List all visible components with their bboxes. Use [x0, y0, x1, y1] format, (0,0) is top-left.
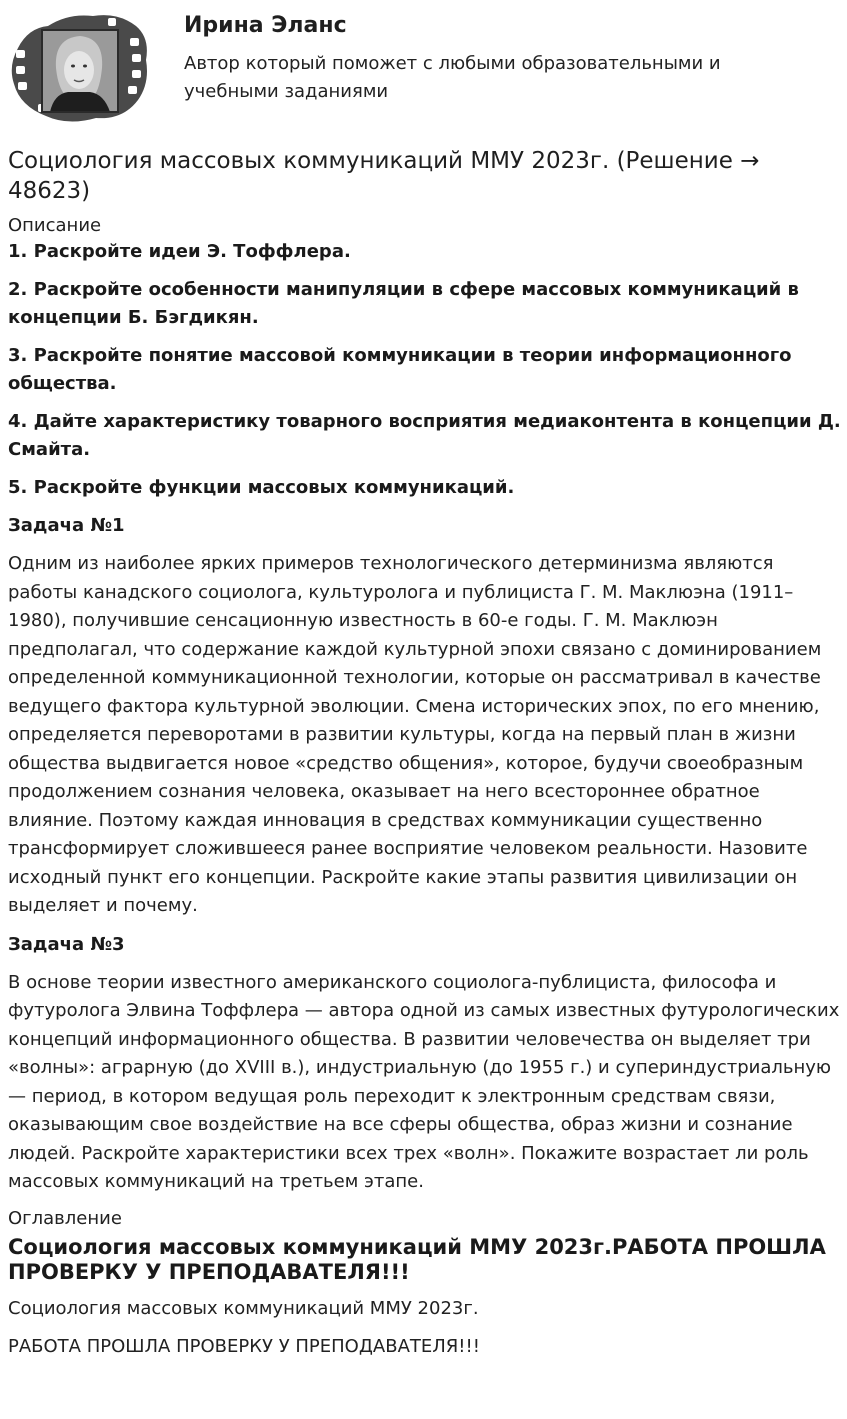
description-label: Описание: [8, 215, 102, 236]
toc-line: Социология массовых коммуникаций ММУ 2023г.: [8, 1297, 479, 1319]
page-title: Социология массовых коммуникаций ММУ 2023г. (Решение → 48623): [8, 148, 760, 204]
task-text: В основе теории известного американского социолога-публициста, философа и футуролога Элвина Тоффлера — автора одной из самых известных футурологических концепций информационного общества. В развитии человечества он выделяет три «волны»: аграрную (до XVIII в.), индустриальную (до 1955 г.) и супериндустриальную — период, в котором ведущая роль переходит к электронным средствам связи, оказывающим свое воздействие на все сферы общества, образ жизни и сознание людей. Раскройте характеристики всех трех «волн». Покажите возрастает ли роль массовых коммуникаций на третьем этапе.: [8, 971, 840, 1192]
question-item: 4. Дайте характеристику товарного восприятия медиаконтента в концепции Д. Смайта.: [8, 411, 841, 460]
toc-title: Социология массовых коммуникаций ММУ 2023г.РАБОТА ПРОШЛА ПРОВЕРКУ У ПРЕПОДАВАТЕЛЯ!!!: [8, 1234, 826, 1284]
question-list: [8, 238, 842, 502]
author-description: Автор который поможет с любыми образовательными и учебными заданиями: [184, 53, 721, 102]
task-1: [8, 512, 842, 921]
main-content: [8, 146, 842, 1371]
task-title: Задача №1: [8, 515, 125, 536]
author-header: [0, 0, 847, 140]
task-3: [8, 931, 842, 1197]
author-name[interactable]: Ирина Эланс: [184, 13, 347, 38]
question-item: 2. Раскройте особенности манипуляции в сфере массовых коммуникаций в концепции Б. Бэгдикян.: [8, 279, 799, 328]
task-title: Задача №3: [8, 933, 125, 955]
toc-line: РАБОТА ПРОШЛА ПРОВЕРКУ У ПРЕПОДАВАТЕЛЯ!!!: [8, 1335, 480, 1357]
question-item: 5. Раскройте функции массовых коммуникаций.: [8, 477, 515, 498]
author-avatar[interactable]: [8, 8, 150, 126]
question-item: 3. Раскройте понятие массовой коммуникации в теории информационного общества.: [8, 345, 792, 394]
question-item: 1. Раскройте идеи Э. Тоффлера.: [8, 241, 351, 262]
task-text: Одним из наиболее ярких примеров технологического детерминизма являются работы канадского социолога, культуролога и публициста Г. М. Маклюэна (1911–1980), получившие сенсационную известность в 60-е годы. Г. М. Маклюэн предполагал, что содержание каждой культурной эпохи связано с доминированием определенной коммуникационной технологии, которые он рассматривал в качестве ведущего фактора культурной эволюции. Смена исторических эпох, по его мнению, определяется переворотами в развитии культуры, когда на первый план в жизни общества выдвигается новое «средство общения», которое, будучи своеобразным продолжением сознания человека, оказывает на него всестороннее обратное влияние. Поэтому каждая инновация в средствах коммуникации существенно трансформирует сложившееся ранее восприятие человеком реальности. Назовите исходный пункт его концепции. Раскройте какие этапы развития цивилизации он выделяет и почему.: [8, 553, 822, 916]
avatar-image: [8, 8, 150, 126]
toc-label: Оглавление: [8, 1207, 122, 1229]
